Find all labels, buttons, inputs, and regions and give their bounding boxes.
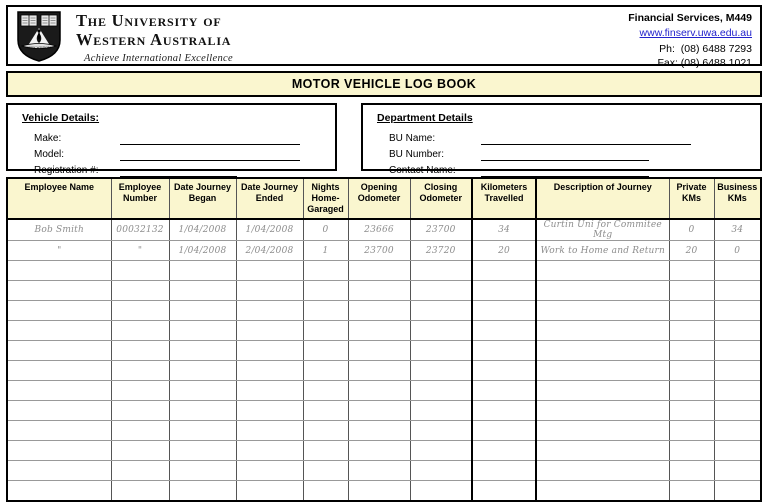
- cell-employee-name[interactable]: [7, 401, 111, 421]
- cell-employee-name[interactable]: [7, 341, 111, 361]
- department-field-row: [377, 161, 750, 177]
- uwa-crest-icon: [16, 10, 62, 62]
- vehicle-input-0[interactable]: [120, 133, 300, 145]
- cell-description[interactable]: [536, 461, 669, 481]
- fax-number: Fax: (08) 6488 1021: [657, 56, 752, 69]
- cell-nights-home-garaged[interactable]: [303, 401, 348, 421]
- table-row[interactable]: [7, 281, 761, 301]
- table-row[interactable]: [7, 381, 761, 401]
- cell-employee-name[interactable]: [7, 301, 111, 321]
- cell-closing-odometer[interactable]: [410, 421, 472, 441]
- cell-nights-home-garaged[interactable]: [303, 481, 348, 502]
- cell-date-ended[interactable]: [236, 301, 303, 321]
- cell-nights-home-garaged[interactable]: [303, 261, 348, 281]
- cell-private-kms[interactable]: [669, 321, 714, 341]
- cell-employee-number[interactable]: [111, 401, 169, 421]
- table-row[interactable]: [7, 301, 761, 321]
- cell-description[interactable]: [536, 321, 669, 341]
- cell-date-began[interactable]: [169, 381, 236, 401]
- cell-date-ended[interactable]: 1/04/2008: [236, 219, 303, 241]
- cell-date-ended[interactable]: [236, 481, 303, 502]
- cell-opening-odometer[interactable]: 23700: [348, 241, 410, 261]
- cell-private-kms[interactable]: [669, 301, 714, 321]
- page-title-bar: [6, 71, 762, 97]
- cell-closing-odometer[interactable]: [410, 461, 472, 481]
- cell-employee-name[interactable]: [7, 421, 111, 441]
- department-input-2[interactable]: [481, 165, 649, 177]
- financial-services-title: Financial Services, M449: [628, 12, 752, 24]
- department-field-row: [377, 129, 750, 145]
- cell-kilometers-travelled[interactable]: [472, 421, 536, 441]
- cell-date-began[interactable]: [169, 401, 236, 421]
- cell-private-kms[interactable]: 20: [669, 241, 714, 261]
- department-details-heading: Department Details: [377, 112, 473, 124]
- cell-closing-odometer[interactable]: [410, 361, 472, 381]
- cell-date-ended[interactable]: [236, 421, 303, 441]
- department-input-1[interactable]: [481, 149, 649, 161]
- cell-employee-number[interactable]: [111, 341, 169, 361]
- cell-nights-home-garaged[interactable]: [303, 321, 348, 341]
- cell-date-began[interactable]: [169, 461, 236, 481]
- cell-private-kms[interactable]: [669, 341, 714, 361]
- cell-employee-number[interactable]: [111, 321, 169, 341]
- cell-private-kms[interactable]: [669, 361, 714, 381]
- table-row[interactable]: [7, 401, 761, 421]
- vehicle-input-1[interactable]: [120, 149, 300, 161]
- cell-business-kms[interactable]: [714, 361, 761, 381]
- cell-description[interactable]: [536, 341, 669, 361]
- cell-employee-number[interactable]: [111, 461, 169, 481]
- cell-opening-odometer[interactable]: [348, 481, 410, 502]
- cell-date-began[interactable]: [169, 281, 236, 301]
- cell-date-ended[interactable]: [236, 401, 303, 421]
- cell-employee-name[interactable]: [7, 361, 111, 381]
- cell-description[interactable]: [536, 281, 669, 301]
- cell-closing-odometer[interactable]: [410, 341, 472, 361]
- department-field-row: [377, 145, 750, 161]
- cell-private-kms[interactable]: [669, 421, 714, 441]
- cell-description[interactable]: [536, 361, 669, 381]
- column-header-employee-name: Employee Name: [7, 178, 111, 219]
- cell-private-kms[interactable]: [669, 461, 714, 481]
- cell-description[interactable]: [536, 421, 669, 441]
- cell-description[interactable]: [536, 381, 669, 401]
- cell-private-kms[interactable]: [669, 261, 714, 281]
- cell-date-ended[interactable]: [236, 461, 303, 481]
- cell-private-kms[interactable]: [669, 441, 714, 461]
- cell-closing-odometer[interactable]: [410, 301, 472, 321]
- page-title: MOTOR VEHICLE LOG BOOK: [291, 77, 477, 91]
- department-label-2: Contact Name:: [389, 165, 456, 176]
- cell-employee-name[interactable]: [7, 381, 111, 401]
- cell-employee-number[interactable]: ": [111, 241, 169, 261]
- table-row[interactable]: [7, 219, 761, 241]
- table-row[interactable]: [7, 481, 761, 502]
- table-header-row: [7, 178, 761, 219]
- table-row[interactable]: [7, 441, 761, 461]
- cell-employee-number[interactable]: [111, 301, 169, 321]
- cell-kilometers-travelled[interactable]: [472, 261, 536, 281]
- journey-log-table: [6, 177, 762, 502]
- cell-date-began[interactable]: [169, 321, 236, 341]
- cell-kilometers-travelled[interactable]: [472, 281, 536, 301]
- cell-closing-odometer[interactable]: [410, 401, 472, 421]
- cell-opening-odometer[interactable]: 23666: [348, 219, 410, 241]
- cell-date-ended[interactable]: [236, 321, 303, 341]
- cell-date-began[interactable]: [169, 341, 236, 361]
- cell-opening-odometer[interactable]: [348, 461, 410, 481]
- vehicle-details-panel: [6, 103, 337, 176]
- cell-closing-odometer[interactable]: [410, 381, 472, 401]
- cell-date-began[interactable]: [169, 441, 236, 461]
- svg-text:SEEK WISDOM: SEEK WISDOM: [27, 45, 51, 49]
- cell-description[interactable]: [536, 441, 669, 461]
- cell-employee-number[interactable]: [111, 381, 169, 401]
- cell-kilometers-travelled[interactable]: [472, 401, 536, 421]
- cell-opening-odometer[interactable]: [348, 301, 410, 321]
- table-row[interactable]: [7, 261, 761, 281]
- vehicle-label-2: Registration #:: [34, 165, 99, 176]
- university-tagline: Achieve International Excellence: [84, 53, 233, 64]
- cell-nights-home-garaged[interactable]: 1: [303, 241, 348, 261]
- cell-private-kms[interactable]: [669, 281, 714, 301]
- cell-opening-odometer[interactable]: [348, 281, 410, 301]
- cell-nights-home-garaged[interactable]: [303, 421, 348, 441]
- cell-opening-odometer[interactable]: [348, 441, 410, 461]
- column-header-date-began: Date Journey Began: [169, 178, 236, 219]
- table-row[interactable]: [7, 341, 761, 361]
- cell-nights-home-garaged[interactable]: [303, 361, 348, 381]
- cell-date-ended[interactable]: 2/04/2008: [236, 241, 303, 261]
- cell-nights-home-garaged[interactable]: 0: [303, 219, 348, 241]
- cell-business-kms[interactable]: [714, 301, 761, 321]
- cell-business-kms[interactable]: [714, 401, 761, 421]
- department-fields-list: [377, 129, 750, 177]
- cell-kilometers-travelled[interactable]: [472, 361, 536, 381]
- cell-employee-name[interactable]: Bob Smith: [7, 219, 111, 241]
- column-header-description: Description of Journey: [536, 178, 669, 219]
- cell-description[interactable]: Curtin Uni for Commitee Mtg: [536, 219, 669, 241]
- cell-nights-home-garaged[interactable]: [303, 441, 348, 461]
- table-row[interactable]: [7, 241, 761, 261]
- cell-nights-home-garaged[interactable]: [303, 281, 348, 301]
- vehicle-field-row: [22, 145, 325, 161]
- cell-description[interactable]: Work to Home and Return: [536, 241, 669, 261]
- cell-employee-name[interactable]: [7, 261, 111, 281]
- cell-date-began[interactable]: 1/04/2008: [169, 219, 236, 241]
- column-header-nights-garaged: Nights Home-Garaged: [303, 178, 348, 219]
- cell-opening-odometer[interactable]: [348, 401, 410, 421]
- cell-private-kms[interactable]: [669, 481, 714, 502]
- cell-closing-odometer[interactable]: [410, 321, 472, 341]
- cell-closing-odometer[interactable]: 23720: [410, 241, 472, 261]
- column-header-private-kms: Private KMs: [669, 178, 714, 219]
- table-row[interactable]: [7, 421, 761, 441]
- cell-closing-odometer[interactable]: [410, 481, 472, 502]
- cell-kilometers-travelled[interactable]: [472, 481, 536, 502]
- department-label-1: BU Number:: [389, 149, 445, 160]
- cell-opening-odometer[interactable]: [348, 421, 410, 441]
- cell-employee-number[interactable]: [111, 361, 169, 381]
- vehicle-field-row: [22, 129, 325, 145]
- cell-closing-odometer[interactable]: [410, 281, 472, 301]
- department-label-0: BU Name:: [389, 133, 436, 144]
- cell-business-kms[interactable]: [714, 441, 761, 461]
- department-details-panel: [361, 103, 762, 176]
- cell-date-began[interactable]: [169, 421, 236, 441]
- cell-employee-number[interactable]: [111, 281, 169, 301]
- cell-private-kms[interactable]: 0: [669, 219, 714, 241]
- cell-business-kms[interactable]: [714, 381, 761, 401]
- cell-kilometers-travelled[interactable]: [472, 341, 536, 361]
- cell-kilometers-travelled[interactable]: [472, 441, 536, 461]
- cell-employee-name[interactable]: [7, 481, 111, 502]
- cell-opening-odometer[interactable]: [348, 361, 410, 381]
- cell-date-began[interactable]: [169, 481, 236, 502]
- table-row[interactable]: [7, 461, 761, 481]
- finserv-website-link[interactable]: www.finserv.uwa.edu.au: [639, 26, 752, 39]
- cell-date-began[interactable]: [169, 301, 236, 321]
- cell-date-began[interactable]: 1/04/2008: [169, 241, 236, 261]
- cell-date-ended[interactable]: [236, 341, 303, 361]
- cell-nights-home-garaged[interactable]: [303, 381, 348, 401]
- column-header-kilometers: Kilometers Travelled: [472, 178, 536, 219]
- cell-business-kms[interactable]: [714, 341, 761, 361]
- cell-employee-number[interactable]: [111, 261, 169, 281]
- cell-employee-number[interactable]: 00032132: [111, 219, 169, 241]
- cell-date-ended[interactable]: [236, 261, 303, 281]
- column-header-opening-odometer: Opening Odometer: [348, 178, 410, 219]
- cell-business-kms[interactable]: 34: [714, 219, 761, 241]
- cell-employee-name[interactable]: [7, 441, 111, 461]
- cell-description[interactable]: [536, 301, 669, 321]
- cell-business-kms[interactable]: [714, 261, 761, 281]
- cell-closing-odometer[interactable]: [410, 261, 472, 281]
- vehicle-fields-list: [22, 129, 325, 177]
- cell-kilometers-travelled[interactable]: [472, 301, 536, 321]
- cell-employee-name[interactable]: [7, 281, 111, 301]
- university-line-1: The University of: [76, 11, 222, 30]
- cell-employee-number[interactable]: [111, 481, 169, 502]
- column-header-closing-odometer: Closing Odometer: [410, 178, 472, 219]
- cell-opening-odometer[interactable]: [348, 341, 410, 361]
- cell-kilometers-travelled[interactable]: [472, 461, 536, 481]
- cell-date-ended[interactable]: [236, 381, 303, 401]
- table-row[interactable]: [7, 321, 761, 341]
- cell-private-kms[interactable]: [669, 401, 714, 421]
- cell-date-ended[interactable]: [236, 281, 303, 301]
- vehicle-label-0: Make:: [34, 133, 62, 144]
- cell-description[interactable]: [536, 481, 669, 502]
- details-section: [6, 103, 762, 176]
- cell-business-kms[interactable]: 0: [714, 241, 761, 261]
- cell-date-ended[interactable]: [236, 361, 303, 381]
- cell-date-ended[interactable]: [236, 441, 303, 461]
- department-input-0[interactable]: [481, 133, 691, 145]
- cell-employee-number[interactable]: [111, 441, 169, 461]
- vehicle-label-1: Model:: [34, 149, 65, 160]
- cell-employee-name[interactable]: [7, 461, 111, 481]
- cell-nights-home-garaged[interactable]: [303, 301, 348, 321]
- column-header-date-ended: Date Journey Ended: [236, 178, 303, 219]
- financial-services-block: [628, 12, 752, 70]
- cell-date-began[interactable]: [169, 261, 236, 281]
- cell-business-kms[interactable]: [714, 321, 761, 341]
- cell-business-kms[interactable]: [714, 281, 761, 301]
- cell-nights-home-garaged[interactable]: [303, 341, 348, 361]
- cell-opening-odometer[interactable]: [348, 381, 410, 401]
- journey-log-body: [7, 219, 761, 501]
- column-header-business-kms: Business KMs: [714, 178, 761, 219]
- cell-opening-odometer[interactable]: [348, 261, 410, 281]
- cell-business-kms[interactable]: [714, 461, 761, 481]
- column-header-employee-number: Employee Number: [111, 178, 169, 219]
- cell-business-kms[interactable]: [714, 481, 761, 502]
- cell-date-began[interactable]: [169, 361, 236, 381]
- phone-number: Ph: (08) 6488 7293: [659, 43, 752, 55]
- cell-closing-odometer[interactable]: 23700: [410, 219, 472, 241]
- cell-private-kms[interactable]: [669, 381, 714, 401]
- uwa-crest-container: [8, 7, 70, 64]
- cell-opening-odometer[interactable]: [348, 321, 410, 341]
- letterhead: [6, 5, 762, 69]
- cell-kilometers-travelled[interactable]: [472, 381, 536, 401]
- cell-kilometers-travelled[interactable]: 20: [472, 241, 536, 261]
- vehicle-details-heading: Vehicle Details:: [22, 112, 100, 124]
- cell-kilometers-travelled[interactable]: 34: [472, 219, 536, 241]
- vehicle-field-row: [22, 161, 325, 177]
- cell-description[interactable]: [536, 401, 669, 421]
- cell-description[interactable]: [536, 261, 669, 281]
- cell-nights-home-garaged[interactable]: [303, 461, 348, 481]
- university-name: [70, 7, 233, 64]
- table-row[interactable]: [7, 361, 761, 381]
- cell-employee-number[interactable]: [111, 421, 169, 441]
- cell-employee-name[interactable]: [7, 321, 111, 341]
- cell-closing-odometer[interactable]: [410, 441, 472, 461]
- cell-business-kms[interactable]: [714, 421, 761, 441]
- cell-employee-name[interactable]: ": [7, 241, 111, 261]
- university-line-2: Western Australia: [76, 30, 232, 49]
- cell-kilometers-travelled[interactable]: [472, 321, 536, 341]
- vehicle-input-2[interactable]: [120, 165, 237, 177]
